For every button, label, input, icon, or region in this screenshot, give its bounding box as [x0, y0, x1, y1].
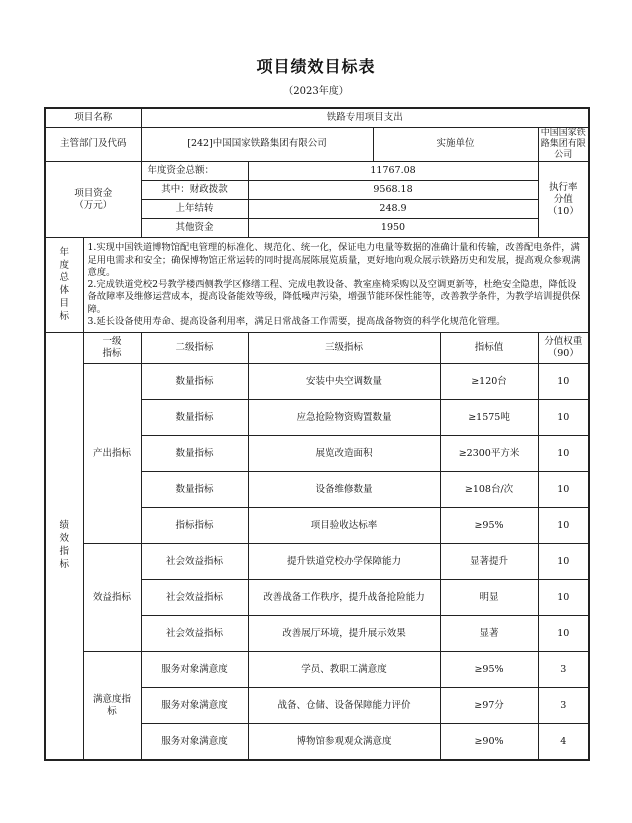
score-cell: 10: [538, 508, 589, 544]
header-value: 指标值: [440, 333, 538, 364]
score-cell: 10: [538, 364, 589, 400]
funds-other-value: 1950: [248, 219, 538, 238]
funds-fiscal-label: 其中：财政拨款: [141, 181, 248, 200]
perf-label-char: 标: [59, 558, 69, 570]
level2-cell: 服务对象满意度: [141, 652, 248, 688]
level2-cell: 数量指标: [141, 364, 248, 400]
department-value: [242]中国国家铁路集团有限公司: [141, 127, 373, 162]
value-cell: ≥108台/次: [440, 472, 538, 508]
annual-goals-label: [45, 238, 83, 333]
funds-label-line1: 项目资金: [74, 187, 113, 199]
goal-item: 3.延长设备使用寿命、提高设备利用率，满足日常战备工作需要，提高战备物资的科学化规范化管理。: [87, 315, 506, 327]
performance-header-row: [45, 333, 589, 364]
header-level2: 二级指标: [141, 333, 248, 364]
header-level1: [83, 333, 141, 364]
funds-carryover-label: 上年结转: [141, 200, 248, 219]
value-cell: ≥97分: [440, 688, 538, 724]
level2-cell: 社会效益指标: [141, 616, 248, 652]
value-cell: 显著提升: [440, 544, 538, 580]
perf-label-char: 绩: [59, 520, 69, 532]
level3-cell: 应急抢险物资购置数量: [248, 400, 440, 436]
performance-target-table: [44, 107, 590, 761]
implementing-unit-label: 实施单位: [373, 127, 538, 162]
score-cell: 4: [538, 724, 589, 760]
header-level3: 三级指标: [248, 333, 440, 364]
perf-label-char: 指: [59, 546, 69, 557]
project-name-label: 项目名称: [45, 108, 141, 127]
funds-row: [45, 162, 589, 181]
value-cell: ≥1575吨: [440, 400, 538, 436]
funds-other-label: 其他资金: [141, 219, 248, 238]
score-cell: 3: [538, 652, 589, 688]
score-cell: 3: [538, 688, 589, 724]
annual-goals-text: [83, 238, 589, 333]
level3-cell: 战备、仓储、设备保障能力评价: [248, 688, 440, 724]
execution-rate-line2: 分值: [553, 193, 573, 205]
execution-rate-line3: （10）: [547, 205, 579, 217]
satisfaction-label-line2: 标: [107, 705, 117, 717]
goal-label-char: 目: [59, 298, 69, 310]
header-level1-line2: 指标: [102, 348, 122, 360]
satisfaction-label-line1: 满意度指: [93, 693, 132, 705]
execution-rate-line1: 执行率: [549, 181, 578, 193]
value-cell: ≥120台: [440, 364, 538, 400]
indicator-row: [45, 364, 589, 400]
page-subtitle: （2023年度）: [283, 86, 349, 97]
header-weight-line2: （90）: [547, 348, 579, 360]
goal-item: 1.实现中国铁道博物馆配电管理的标准化、规范化、统一化，保证电力电量等数据的准确计量和传输，改善配电条件，满足用电需求和安全；确保博物馆正常运转的同时提高展陈展览质量，更好地向观众展示铁路历史和发展，提高观众参观满意度。: [87, 242, 581, 278]
score-cell: 10: [538, 580, 589, 616]
goal-label-char: 度: [59, 259, 69, 271]
value-cell: ≥2300平方米: [440, 436, 538, 472]
funds-total-value: 11767.08: [248, 162, 538, 181]
level3-cell: 安装中央空调数量: [248, 364, 440, 400]
score-cell: 10: [538, 400, 589, 436]
level3-cell: 提升铁道党校办学保障能力: [248, 544, 440, 580]
value-cell: ≥95%: [440, 508, 538, 544]
goal-label-char: 年: [59, 246, 69, 258]
level3-cell: 博物馆参观观众满意度: [248, 724, 440, 760]
level2-cell: 数量指标: [141, 400, 248, 436]
goal-label-char: 体: [59, 285, 69, 297]
department-row: [45, 127, 589, 162]
level3-cell: 学员、教职工满意度: [248, 652, 440, 688]
level2-cell: 社会效益指标: [141, 580, 248, 616]
score-cell: 10: [538, 436, 589, 472]
level3-cell: 改善展厅环境，提升展示效果: [248, 616, 440, 652]
level2-cell: 服务对象满意度: [141, 724, 248, 760]
group-benefit-label: 效益指标: [83, 544, 141, 652]
level3-cell: 项目验收达标率: [248, 508, 440, 544]
funds-carryover-value: 248.9: [248, 200, 538, 219]
indicator-row: [45, 652, 589, 688]
value-cell: ≥90%: [440, 724, 538, 760]
level2-cell: 数量指标: [141, 436, 248, 472]
level2-cell: 数量指标: [141, 472, 248, 508]
execution-rate-score: [538, 162, 589, 238]
indicator-row: [45, 544, 589, 580]
funds-fiscal-value: 9568.18: [248, 181, 538, 200]
project-name-row: [45, 108, 589, 127]
level3-cell: 设备维修数量: [248, 472, 440, 508]
funds-total-label: 年度资金总额：: [141, 162, 248, 181]
page-title: 项目绩效目标表: [256, 57, 376, 76]
group-satisfaction-label: [83, 652, 141, 760]
goal-item: 2.完成铁道党校2号教学楼西侧教学区修缮工程、完成电教设备、教室座椅采购以及空调更新等，杜绝安全隐患，降低设备故障率及维修运营成本，提高设备能效等级，降低噪声污染，增强节能环保性能等，改善教学条件，为教学培训提供保障。: [87, 279, 581, 315]
department-label: 主管部门及代码: [45, 127, 141, 162]
level2-cell: 服务对象满意度: [141, 688, 248, 724]
performance-indicators-label: [45, 333, 83, 760]
level2-cell: 指标指标: [141, 508, 248, 544]
perf-label-char: 效: [59, 533, 69, 545]
implementing-unit-value: 中国国家铁路集团有限公司: [538, 127, 589, 162]
value-cell: 明显: [440, 580, 538, 616]
value-cell: ≥95%: [440, 652, 538, 688]
group-output-label: 产出指标: [83, 364, 141, 544]
header-level1-line1: 一级: [102, 336, 122, 348]
funds-label-line2: （万元）: [74, 199, 113, 211]
header-weight: [538, 333, 589, 364]
goal-label-char: 总: [59, 272, 69, 284]
annual-goals-row: [45, 238, 589, 333]
value-cell: 显著: [440, 616, 538, 652]
level3-cell: 展览改造面积: [248, 436, 440, 472]
level3-cell: 改善战备工作秩序，提升战备抢险能力: [248, 580, 440, 616]
project-name-value: 铁路专用项目支出: [141, 108, 589, 127]
funds-label: [45, 162, 141, 238]
score-cell: 10: [538, 544, 589, 580]
score-cell: 10: [538, 472, 589, 508]
score-cell: 10: [538, 616, 589, 652]
level2-cell: 社会效益指标: [141, 544, 248, 580]
goal-label-char: 标: [59, 310, 69, 322]
header-weight-line1: 分值权重: [544, 336, 583, 348]
